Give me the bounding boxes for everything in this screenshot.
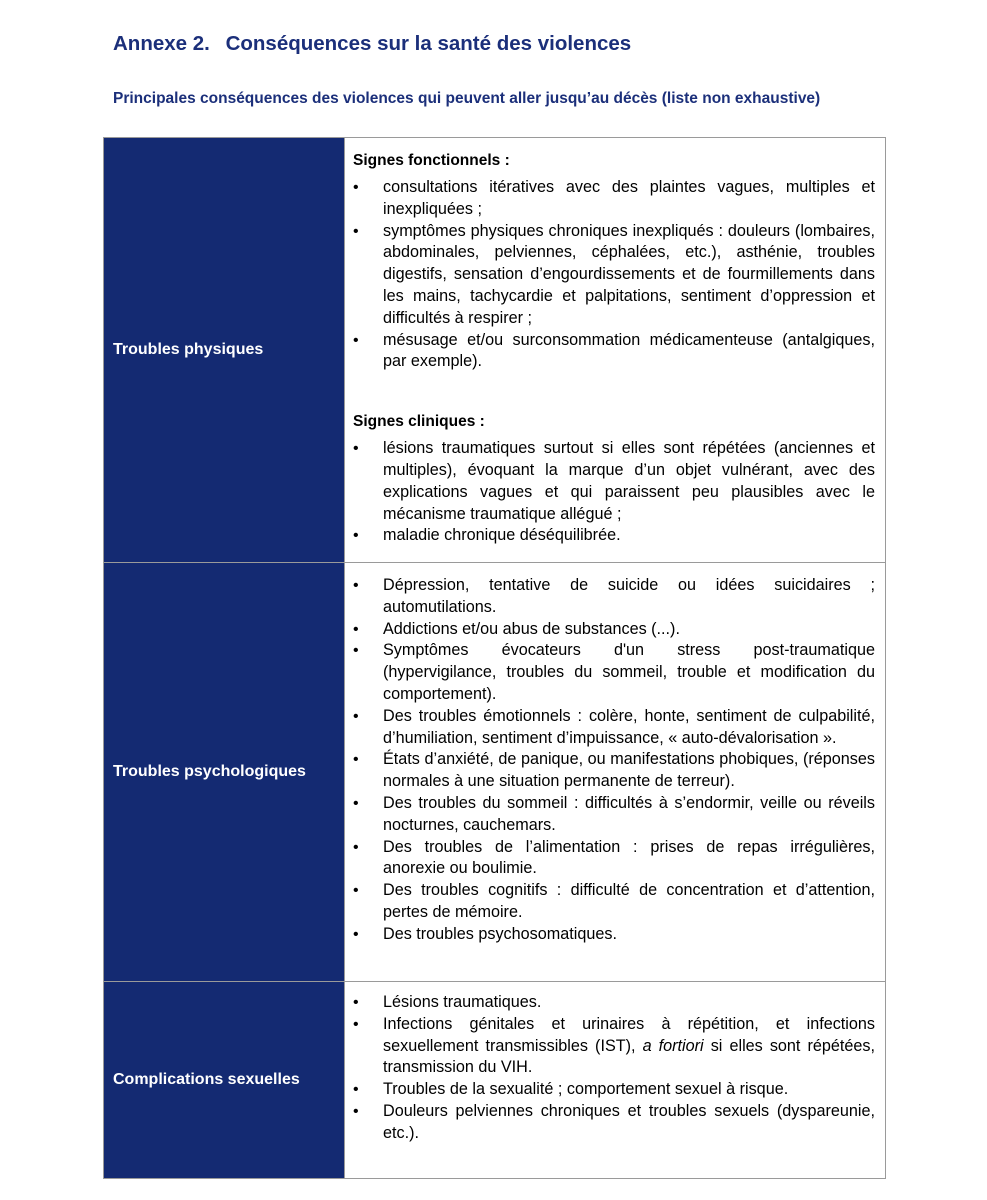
category-cell: Troubles psychologiques <box>104 563 345 982</box>
list-item: • mésusage et/ou surconsommation médicamenteuse (antalgiques, par exemple). <box>353 330 875 374</box>
bullet-list <box>353 992 875 1145</box>
table-caption: Principales conséquences des violences qui peuvent aller jusqu’au décès (liste non exhaustive) <box>113 90 821 107</box>
list-item: • symptômes physiques chroniques inexpliqués : douleurs (lombaires, abdominales, pelviennes, céphalées, etc.), asthénie, troubles digestifs, sensation d’engourdissements et de fourmillements dans les mains, tachycardie et palpitations, sentiment d’oppression et difficultés à respirer ; <box>353 221 875 330</box>
list-item: • Addictions et/ou abus de substances (...). <box>353 619 875 641</box>
table-row-sexual <box>104 982 886 1179</box>
list-item: • Des troubles du sommeil : difficultés à s’endormir, veille ou réveils nocturnes, cauchemars. <box>353 793 875 837</box>
table-row-psychological <box>104 563 886 982</box>
list-item: • Des troubles psychosomatiques. <box>353 924 875 946</box>
list-item: • lésions traumatiques surtout si elles sont répétées (anciennes et multiples), évoquant la marque d’un objet vulnérant, avec des explications vagues et qui paraissent peu plausibles avec le mécanisme traumatique allégué ; <box>353 438 875 525</box>
consequences-table <box>103 137 886 1179</box>
item-italic-text: a fortiori <box>642 1036 704 1055</box>
category-cell: Complications sexuelles <box>104 982 345 1179</box>
category-cell: Troubles physiques <box>104 138 345 563</box>
list-item: • États d’anxiété, de panique, ou manifestations phobiques, (réponses normales à une situation permanente de terreur). <box>353 749 875 793</box>
section-heading: Signes fonctionnels : <box>353 152 510 169</box>
bullet-list <box>353 177 875 373</box>
list-item: • Troubles de la sexualité ; comportement sexuel à risque. <box>353 1079 875 1101</box>
list-item: • Des troubles de l’alimentation : prises de repas irrégulières, anorexie ou boulimie. <box>353 837 875 881</box>
list-item: • maladie chronique déséquilibrée. <box>353 525 875 547</box>
bullet-list <box>353 438 875 547</box>
content-cell <box>345 563 886 982</box>
bullet-list <box>353 575 875 946</box>
list-item: • Symptômes évocateurs d'un stress post-traumatique (hypervigilance, troubles du sommeil, trouble et modification du comportement). <box>353 640 875 705</box>
list-item: • consultations itératives avec des plaintes vagues, multiples et inexpliquées ; <box>353 177 875 221</box>
list-item: • Lésions traumatiques. <box>353 992 875 1014</box>
section-heading: Signes cliniques : <box>353 413 485 431</box>
annex-number: Annexe 2. <box>113 32 210 55</box>
content-cell <box>345 138 886 563</box>
content-cell <box>345 982 886 1179</box>
list-item: • Des troubles cognitifs : difficulté de concentration et d’attention, pertes de mémoire. <box>353 880 875 924</box>
list-item <box>353 1014 875 1079</box>
table-row-physical <box>104 138 886 563</box>
list-item: • Des troubles émotionnels : colère, honte, sentiment de culpabilité, d’humiliation, sentiment d’impuissance, « auto-dévalorisation ». <box>353 706 875 750</box>
annex-heading <box>113 32 631 56</box>
item-text: Infections génitales et urinaires à répétition, et infections sexuellement transmissibles (IST), <box>383 1014 875 1055</box>
list-item: • Dépression, tentative de suicide ou idées suicidaires ; automutilations. <box>353 575 875 619</box>
item-text: si elles sont répétées, transmission du VIH. <box>383 1036 875 1077</box>
list-item: • Douleurs pelviennes chroniques et troubles sexuels (dyspareunie, etc.). <box>353 1101 875 1145</box>
annex-title: Conséquences sur la santé des violences <box>225 32 632 55</box>
